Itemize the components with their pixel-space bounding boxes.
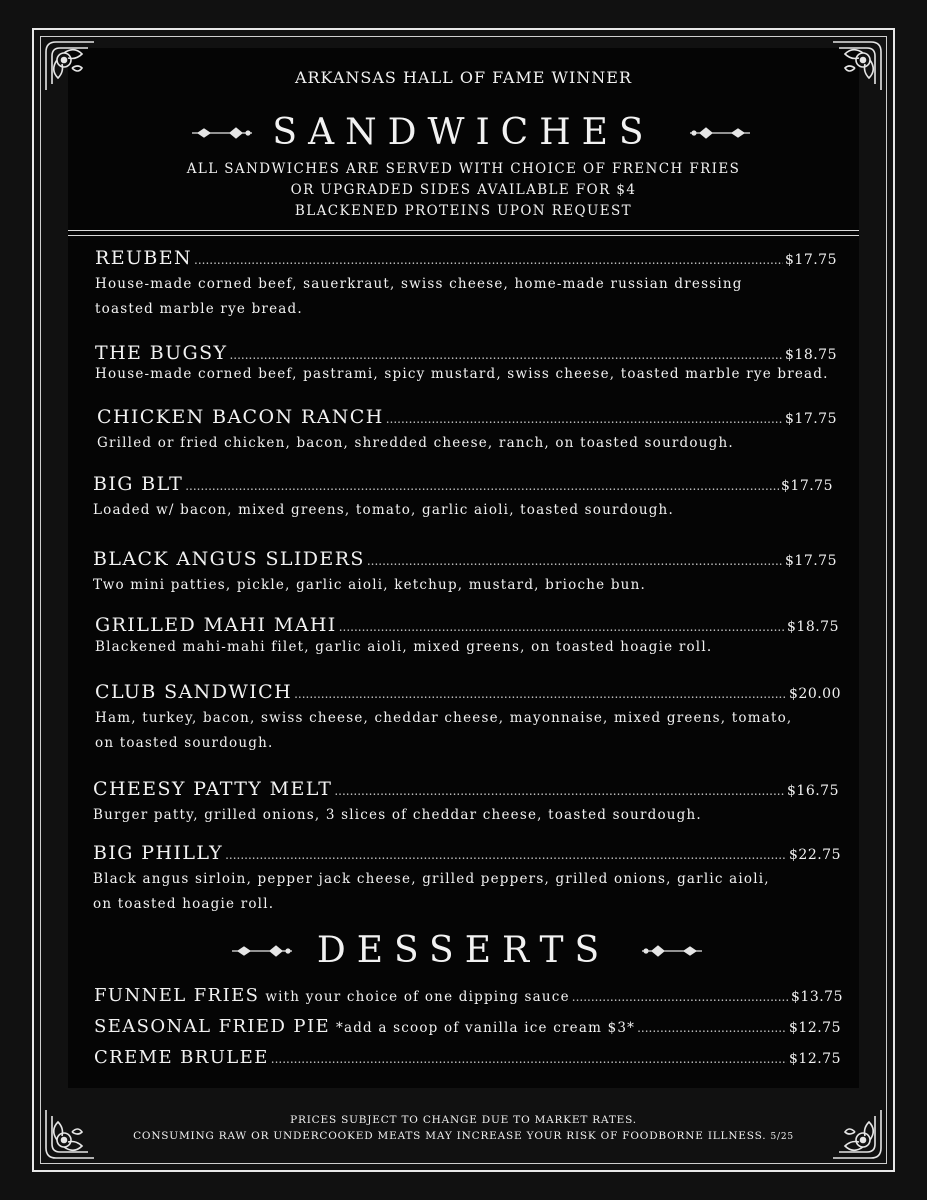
item-name: SEASONAL FRIED PIE (94, 1016, 330, 1037)
description-line: House-made corned beef, pastrami, spicy mustard, swiss cheese, toasted marble rye bread. (95, 366, 829, 382)
leader-dots (386, 412, 783, 426)
award-banner: ARKANSAS HALL OF FAME WINNER (294, 68, 633, 87)
item-price: $20.00 (789, 686, 841, 702)
leader-dots (572, 990, 789, 1004)
item-price: $17.75 (785, 553, 837, 569)
item-description (95, 706, 841, 756)
item-name: THE BUGSY (95, 342, 228, 364)
footer-line (0, 1128, 927, 1145)
item-name: BIG BLT (93, 473, 184, 495)
item-description (95, 272, 837, 322)
item-name: CHEESY PATTY MELT (93, 778, 333, 800)
flourish-right-icon (688, 125, 752, 141)
description-line: Ham, turkey, bacon, swiss cheese, cheddar cheese, mayonnaise, mixed greens, tomato, (95, 710, 793, 726)
footer-disclaimer (0, 1112, 927, 1145)
description-line: House-made corned beef, sauerkraut, swiss cheese, home-made russian dressing (95, 276, 743, 292)
leader-dots (225, 848, 787, 862)
flourish-right-icon (640, 943, 704, 959)
dessert-item (94, 985, 843, 1006)
description-line: Grilled or fried chicken, bacon, shredded cheese, ranch, on toasted sourdough. (97, 435, 734, 451)
sandwiches-title: SANDWICHES (272, 112, 655, 153)
item-name: GRILLED MAHI MAHI (95, 614, 337, 636)
item-note: with your choice of one dipping sauce (265, 989, 570, 1005)
description-line: toasted marble rye bread. (95, 301, 303, 317)
description-line: Blackened mahi-mahi filet, garlic aioli, mixed greens, on toasted hoagie roll. (95, 639, 713, 655)
item-name: CHICKEN BACON RANCH (97, 406, 384, 428)
item-price: $13.75 (791, 989, 843, 1005)
item-name: FUNNEL FRIES (94, 985, 260, 1006)
item-description (95, 362, 837, 387)
description-line: Two mini patties, pickle, garlic aioli, ketchup, mustard, brioche bun. (93, 577, 646, 593)
menu-item (95, 681, 841, 756)
leader-dots (334, 784, 785, 798)
item-price: $17.75 (785, 411, 837, 427)
description-line: on toasted hoagie roll. (93, 896, 275, 912)
item-price: $12.75 (789, 1020, 841, 1036)
leader-dots (367, 554, 783, 568)
leader-dots (185, 479, 779, 493)
item-description (93, 803, 839, 828)
item-price: $18.75 (787, 619, 839, 635)
description-line: on toasted sourdough. (95, 735, 274, 751)
menu-item (93, 842, 841, 917)
item-name: REUBEN (95, 247, 193, 269)
leader-dots (294, 687, 787, 701)
item-price: $16.75 (787, 783, 839, 799)
item-description (95, 635, 839, 660)
menu-item (95, 247, 837, 322)
footer-warning: CONSUMING RAW OR UNDERCOOKED MEATS MAY INCREASE YOUR RISK OF FOODBORNE ILLNESS. (133, 1130, 767, 1142)
menu-item (97, 406, 837, 456)
subtitle-line-1: ALL SANDWICHES ARE SERVED WITH CHOICE OF FRENCH FRIES (186, 161, 741, 177)
header-divider (68, 230, 859, 231)
item-name: CREME BRULEE (94, 1047, 269, 1068)
item-description (97, 431, 837, 456)
leader-dots (229, 348, 783, 362)
item-name: BLACK ANGUS SLIDERS (93, 548, 365, 570)
footer-line: PRICES SUBJECT TO CHANGE DUE TO MARKET RATES. (290, 1114, 637, 1126)
footer-date: 5/25 (770, 1132, 794, 1142)
subtitle-line-2: OR UPGRADED SIDES AVAILABLE FOR $4 (290, 182, 637, 198)
description-line: Burger patty, grilled onions, 3 slices of cheddar cheese, toasted sourdough. (93, 807, 702, 823)
item-name: BIG PHILLY (93, 842, 224, 864)
leader-dots (637, 1021, 787, 1035)
item-name: CLUB SANDWICH (95, 681, 293, 703)
item-description (93, 498, 833, 523)
menu-item (95, 342, 837, 387)
item-price: $22.75 (789, 847, 841, 863)
item-description (93, 867, 841, 917)
item-price: $12.75 (789, 1051, 841, 1067)
menu-item (93, 548, 837, 598)
dessert-item (94, 1016, 841, 1037)
desserts-title: DESSERTS (316, 930, 611, 971)
menu-item (93, 778, 839, 828)
leader-dots (194, 253, 783, 267)
description-line: Loaded w/ bacon, mixed greens, tomato, garlic aioli, toasted sourdough. (93, 502, 674, 518)
item-description (93, 573, 837, 598)
leader-dots (271, 1052, 787, 1066)
header-divider (68, 235, 859, 236)
description-line: Black angus sirloin, pepper jack cheese, grilled peppers, grilled onions, garlic aioli, (93, 871, 770, 887)
menu-item (95, 614, 839, 660)
dessert-item (94, 1047, 841, 1068)
item-price: $17.75 (785, 252, 837, 268)
subtitle-line-3: BLACKENED PROTEINS UPON REQUEST (294, 203, 633, 219)
item-price: $18.75 (785, 347, 837, 363)
leader-dots (339, 620, 785, 634)
menu-item (93, 473, 833, 523)
item-price: $17.75 (781, 478, 833, 494)
item-note: *add a scoop of vanilla ice cream $3* (336, 1020, 636, 1036)
